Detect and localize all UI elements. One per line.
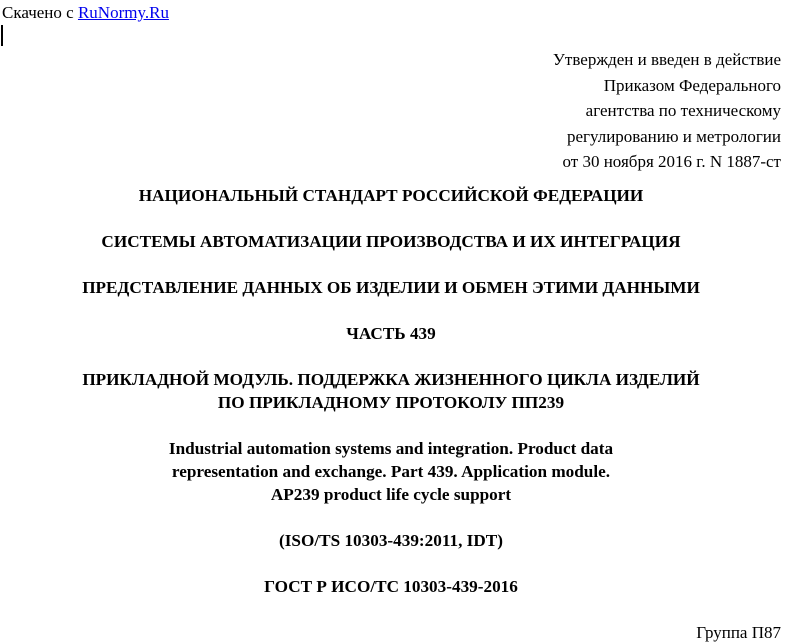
group-label: Группа П87 xyxy=(696,623,781,642)
english-title-line: Industrial automation systems and integration. Product data xyxy=(168,439,614,458)
approval-line: Утвержден и введен в действие xyxy=(552,50,781,69)
approval-line: регулированию и метрологии xyxy=(566,126,781,146)
national-standard-heading: НАЦИОНАЛЬНЫЙ СТАНДАРТ РОССИЙСКОЙ ФЕДЕРАЦИИ xyxy=(138,186,644,205)
approval-block xyxy=(553,47,781,175)
source-prefix: Скачено с xyxy=(2,3,74,22)
approval-line: от 30 ноября 2016 г. N 1887-ст xyxy=(562,152,781,172)
series-heading: СИСТЕМЫ АВТОМАТИЗАЦИИ ПРОИЗВОДСТВА И ИХ ИНТЕГРАЦИЯ xyxy=(101,232,681,251)
text-cursor xyxy=(1,25,3,46)
source-line xyxy=(2,3,169,23)
approval-line: агентства по техническому xyxy=(585,101,781,121)
module-heading xyxy=(0,368,782,414)
subseries-heading: ПРЕДСТАВЛЕНИЕ ДАННЫХ ОБ ИЗДЕЛИИ И ОБМЕН ЭТИМИ ДАННЫМИ xyxy=(82,278,700,297)
iso-reference: (ISO/TS 10303-439:2011, IDT) xyxy=(279,531,503,550)
source-link[interactable]: RuNormy.Ru xyxy=(77,3,169,22)
module-heading-line: ПО ПРИКЛАДНОМУ ПРОТОКОЛУ ПП239 xyxy=(217,393,565,412)
approval-line: Приказом Федерального xyxy=(603,75,781,95)
gost-designation: ГОСТ Р ИСО/ТС 10303-439-2016 xyxy=(264,577,518,596)
module-heading-line: ПРИКЛАДНОЙ МОДУЛЬ. ПОДДЕРЖКА ЖИЗНЕННОГО ЦИКЛА ИЗДЕЛИЙ xyxy=(82,370,700,389)
english-title-line: representation and exchange. Part 439. Application module. xyxy=(171,462,611,481)
english-title-line: AP239 product life cycle support xyxy=(270,485,512,504)
part-heading: ЧАСТЬ 439 xyxy=(346,324,436,343)
english-title xyxy=(0,437,782,506)
